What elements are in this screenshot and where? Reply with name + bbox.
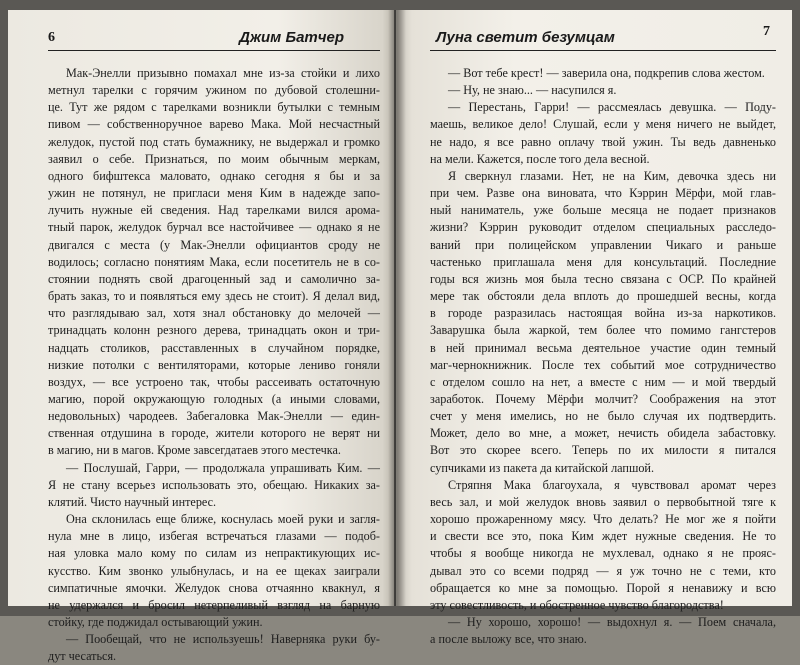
text-line: годы вся жизнь моя была тесно связана с ОСР. По крайней (430, 271, 776, 286)
text-line: нула мне в лицо, избегая встречаться глазами — подоб- (48, 529, 380, 544)
text-line: с отделом сошло на нет, а вместе с ним — и мой твердый (430, 374, 776, 389)
text-line: недовольных) чародеев. Забегаловка Мак-Энелли — един- (48, 409, 380, 424)
text-line: при чем. Разве она виновата, что Кэррин Мёрфи, мой глав- (430, 186, 776, 201)
text-line: хорошо прожаренному мясу. Что делать? Не мог же я пойти (430, 512, 776, 527)
text-line: — Пообещай, что не используешь! Наверняка руки бу- (66, 632, 380, 647)
text-line: в ней принимал весьма деятельное участие один темный (430, 340, 776, 355)
text-line: клятий. Чисто научный интерес. (48, 494, 217, 509)
text-line: надцать столиков, расставленных в случайном порядке, (48, 340, 380, 355)
text-line: метнул тарелки с горячим ужином по дубовой столешни- (48, 83, 380, 98)
text-line: тный парок, желудок бурчал все настойчивее — однако я не (48, 220, 380, 235)
text-line: Я сверкнул глазами. Нет, не на Ким, девочка здесь ни (448, 168, 776, 183)
text-line: и свести все это, пока Ким ждет нужные сведения. Не то (430, 529, 776, 544)
text-line: — Послушай, Гарри, — продолжала упрашивать Ким. — (66, 460, 380, 475)
text-line: заработок. Почему Мёрфи молчит? Соображения на этот (430, 391, 776, 406)
left-running-head: Джим Батчер (239, 29, 344, 46)
text-line: Может, дело во мне, а может, нечисть обидела забастовку. (430, 426, 776, 441)
text-line: заявил о себе. Признаться, по моим обычным меркам, (48, 151, 380, 166)
text-line: весь зал, и мой желудок вновь заявил о первобытной тяге к (430, 494, 776, 509)
text-line: супчиками из пакета да китайской лапшой. (430, 460, 654, 475)
text-line: одного бифштекса маловато, однако сегодня я бы и за (48, 168, 380, 183)
text-line: Заварушка была жаркой, тем более что помимо гангстеров (430, 323, 776, 338)
text-line: эту совестливость, и обостренное чувство благородства! (430, 597, 724, 612)
text-line: желудок, пустой под стать бумажнику, не выдержал и громко (48, 134, 380, 149)
right-page (396, 10, 792, 647)
text-line: пивом — собственноручное варево Мака. Мой несчастный (48, 117, 380, 132)
text-line: ная уловка мало кому по силам из непрактикующих ис- (48, 546, 380, 561)
text-line: что разглядываю зал, хотя знал обстановку до мелочей — (48, 306, 380, 321)
text-line: ственная отдушина в городе, жители которого не верят ни (48, 426, 380, 441)
right-running-head: Луна светит безумцам (436, 29, 615, 46)
text-line: мере так обстояли дела вплоть до прошедшей весны, когда (430, 289, 776, 304)
text-line: Она склонилась еще ближе, коснулась моей руки и загля- (66, 512, 380, 527)
text-line: счет у меня имелись, но не было случая их подтвердить. (430, 409, 776, 424)
text-line: водилось; согласно понятиям Мака, если посетитель не в со- (48, 254, 380, 269)
text-line: обращается ко мне за помощью. Порой я ненавижу и всю (430, 580, 776, 595)
text-line: не удержался и бросил нетерпеливый взгляд на барную (48, 597, 380, 612)
text-line: маг-чернокнижник. После тех событий мое сотрудничество (430, 357, 776, 372)
text-line: це. Тут же рядом с тарелками возникли бутылки с темным (48, 100, 380, 115)
text-line: жизни? Кэррин руководит отделом специальных расследо- (430, 220, 776, 235)
text-line: двигался с места (у Мак-Энелли официантов сроду не (48, 237, 380, 252)
text-line: в городе разразилась настоящая война из-за наркотиков. (430, 306, 776, 321)
text-line: а после выложу все, что знаю. (430, 632, 587, 647)
left-page-number: 6 (48, 30, 55, 45)
text-line: не надо, я все равно оплачу твой ужин. Ты ведь давненько (430, 134, 776, 149)
text-line: магию, порой окружающую голодных (а иными словами, (48, 391, 380, 406)
text-line: — Ну хорошо, хорошо! — выдохнул я. — Поем сначала, (448, 615, 776, 629)
text-line: стойку, где поджидал остывающий ужин. (48, 615, 263, 629)
text-line: Мак-Энелли призывно помахал мне из-за стойки и лихо (66, 66, 380, 80)
text-line: Стряпня Мака благоухала, я чувствовал аромат через (448, 477, 776, 492)
text-line: дывал это со всеми подряд — я уж точно не с теми, кто (430, 563, 776, 578)
text-line: стоянии поднять свой драгоценный зад и самолично за- (48, 271, 380, 286)
left-page (8, 10, 394, 664)
text-line: низкие потолки с вентиляторами, которые лениво гоняли (48, 357, 380, 372)
text-line: — Вот тебе крест! — заверила она, подкрепив слова жестом. (448, 66, 765, 80)
text-line: чтобы я вообще никогда не мухлевал, однако я не прояс- (430, 546, 776, 561)
text-line: — Перестань, Гарри! — рассмеялась девушка. — Поду- (448, 100, 776, 115)
text-line: на мели. Кажется, после того дела весной. (430, 151, 650, 166)
text-line: в магию, ни в магов. Кроме завсегдатаев этого местечка. (48, 443, 341, 458)
left-page-header (48, 28, 380, 51)
text-line: Я не стану всерьез использовать это, обещаю. Никаких за- (48, 477, 380, 492)
text-line: воздух, — все устроено так, чтобы рассеивать остаточную (48, 374, 380, 389)
text-line: тринадцать колонн резного дерева, тринадцать окон и три- (48, 323, 380, 338)
text-line: лучить нужные ей сведения. Над тарелками вился арома- (48, 203, 380, 218)
text-line: симпатичные ямочки. Желудок снова отчаянно квакнул, я (48, 580, 380, 595)
text-line: кусство. Ким звонко улыбнулась, и на ее щеках заиграли (48, 563, 380, 578)
text-line: частенько приглашала меня для консультаций. Последние (430, 254, 776, 269)
text-line: брать заказ, то и появляться ему здесь не стоит). Я делал вид, (48, 289, 380, 304)
text-line: Вот это скорее всего. Теперь по их милости я питался (430, 443, 776, 458)
text-line: ужин не потянул, не пригласи меня Ким в надежде запо- (48, 186, 380, 201)
right-page-header (430, 24, 776, 51)
right-page-text (430, 65, 776, 648)
text-line: дут чесаться. (48, 649, 117, 664)
text-line: ный наниматель, уже больше месяца не подает признаков (430, 203, 776, 218)
text-line: маешь, великое дело! Слушай, если у меня ничего не выйдет, (430, 117, 776, 132)
left-page-text (48, 65, 380, 665)
text-line: ваний при полицейском управлении Чикаго и раньше (430, 237, 776, 252)
text-line: — Ну, не знаю... — насупился я. (448, 83, 617, 98)
right-page-number: 7 (763, 24, 770, 39)
